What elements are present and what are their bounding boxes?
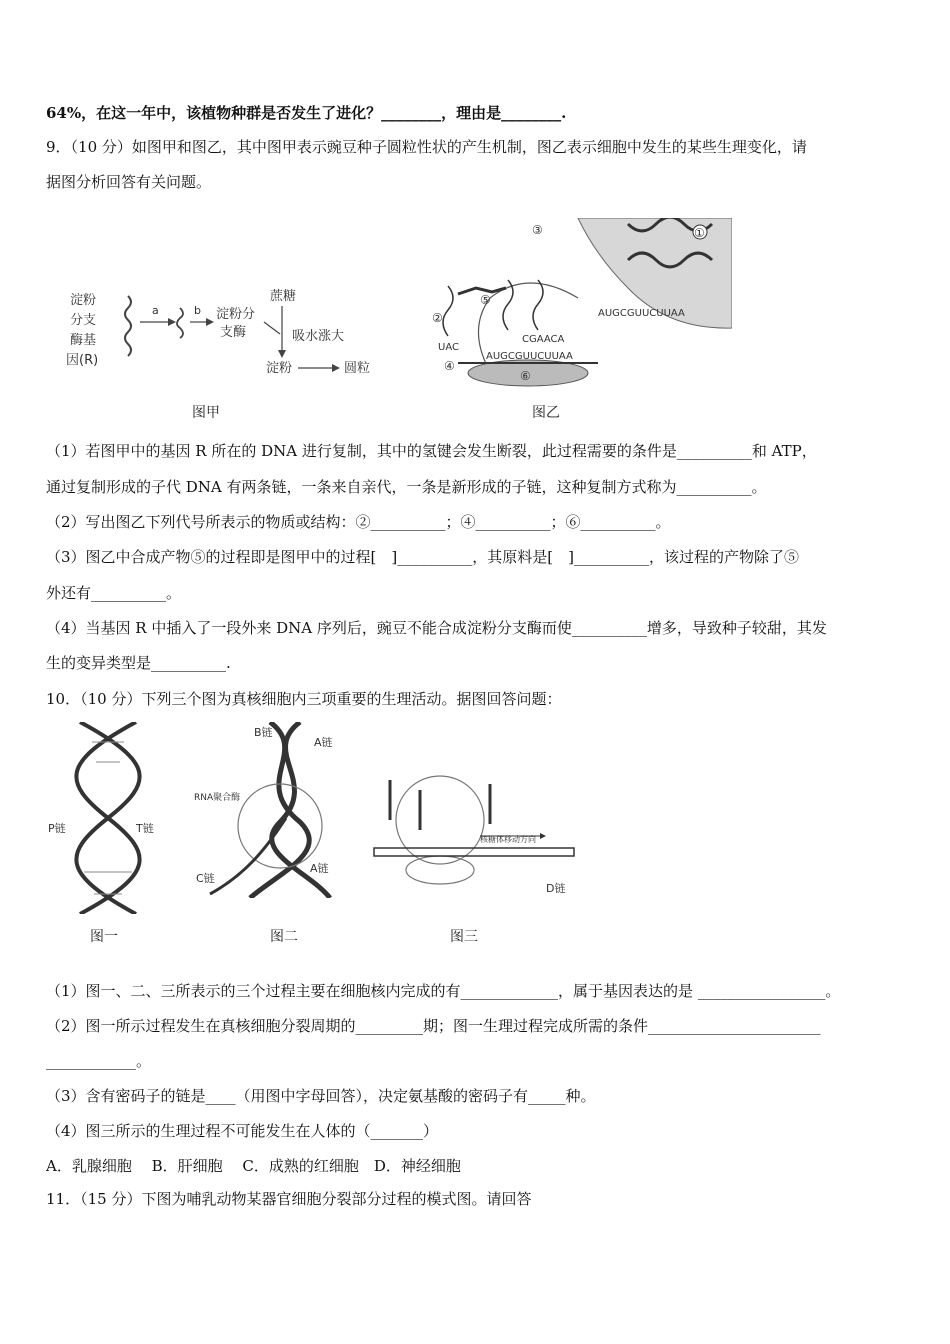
q9-heading: 9．（10 分）如图甲和图乙，其中图甲表示豌豆种子圆粒性状的产生机制，图乙表示细胞中发生的某些生理变化，请	[46, 138, 807, 156]
q10-1-line: （1）图一、二、三所表示的三个过程主要在细胞核内完成的有_____________，属于基因表达的是 _________________。	[46, 982, 841, 1000]
q9-4-line-a: （4）当基因 R 中插入了一段外来 DNA 序列后，豌豆不能合成淀粉分支酶而使__________增多，导致种子较甜，其发	[46, 619, 827, 637]
figure-2-diagram	[190, 722, 348, 898]
sucrose-label: 蔗糖	[270, 289, 297, 304]
label-5: ⑤	[480, 293, 491, 307]
mrna-seq: AUGCGUUCUUAA	[486, 351, 573, 362]
label-1: ①	[694, 226, 705, 240]
label-4: ④	[444, 359, 455, 373]
figure-3-caption: 图三	[450, 929, 478, 945]
q9-1-line-a: （1）若图甲中的基因 R 所在的 DNA 进行复制，其中的氢键会发生断裂，此过程需要的条件是__________和 ATP，	[46, 442, 817, 460]
q9-3-line-a: （3）图乙中合成产物⑤的过程即是图甲中的过程[ ]__________，其原料是[ ]__________，该过程的产物除了⑤	[46, 548, 799, 566]
ribosome-small-subunit	[406, 856, 474, 884]
q10-4-line: （4）图三所示的生理过程不可能发生在人体的（_______）	[46, 1122, 439, 1140]
t-chain-label: T链	[136, 822, 154, 835]
d-chain-label: D链	[546, 882, 566, 895]
figure-1	[44, 722, 172, 914]
figure-jia-diagram	[60, 282, 400, 382]
mrna-icon	[177, 308, 183, 338]
gene-label-2: 分支	[70, 313, 97, 328]
c-chain-label: C链	[196, 872, 215, 885]
starch-label: 淀粉	[266, 361, 293, 376]
q10-3-line: （3）含有密码子的链是____（用图中字母回答），决定氨基酸的密码子有_____种。	[46, 1087, 596, 1105]
q9-3-line-b: 外还有__________。	[46, 584, 182, 602]
gene-label-1: 淀粉	[70, 293, 97, 308]
trna-3	[533, 280, 543, 330]
mrna-d-chain	[374, 848, 574, 856]
trna-icons	[390, 780, 490, 830]
figure-1-diagram	[44, 722, 172, 914]
q10-2-line-b: ____________。	[46, 1052, 152, 1070]
label-2: ②	[432, 311, 443, 325]
q9-4-line-b: 生的变异类型是__________.	[46, 654, 231, 672]
arrow-b-head	[206, 318, 214, 326]
a-chain-bottom-label: A链	[310, 862, 329, 875]
a-chain-top-label: A链	[314, 736, 333, 749]
q10-options: A．乳腺细胞 B．肝细胞 C．成熟的红细胞 D．神经细胞	[46, 1157, 461, 1175]
label-6: ⑥	[520, 369, 531, 383]
round-label: 圆粒	[344, 361, 371, 376]
gene-label-4: 因(R)	[66, 353, 99, 368]
q10-2-line-a: （2）图一所示过程发生在真核细胞分裂周期的_________期；图一生理过程完成所需的条件_______________________	[46, 1017, 821, 1035]
ribosome-circle	[396, 776, 484, 864]
q11-heading: 11．（15 分）下图为哺乳动物某器官细胞分裂部分过程的模式图。请回答	[46, 1190, 532, 1208]
p-chain-label: P链	[48, 822, 66, 835]
b-chain-label: B链	[254, 726, 273, 739]
q8-tail-line: 64%，在这一年中，该植物种群是否发生了进化？________，理由是________.	[46, 104, 567, 122]
q9-1-line-b: 通过复制形成的子代 DNA 有两条链，一条来自亲代，一条是新形成的子链，这种复制方式称为__________。	[46, 478, 767, 496]
figure-1-caption: 图一	[90, 929, 118, 945]
figure-jia	[60, 282, 400, 382]
sucrose-arrow-head	[278, 350, 286, 358]
figure-yi-caption: 图乙	[532, 405, 560, 421]
enzyme-label-1: 淀粉分	[216, 307, 256, 322]
figure-jia-caption: 图甲	[192, 405, 220, 421]
figure-2	[190, 722, 348, 898]
figure-yi-diagram	[428, 218, 732, 394]
rna-polymerase-label: RNA聚合酶	[194, 793, 241, 803]
trna-1	[443, 286, 453, 336]
dna-gene-icon	[125, 296, 131, 356]
arrow-b-label: b	[194, 304, 201, 317]
helix-strand-right	[76, 722, 139, 914]
q9-heading-cont: 据图分析回答有关问题。	[46, 173, 212, 191]
figure-3-diagram	[370, 770, 578, 898]
mrna-seq-top: AUGCGUUCUUAA	[598, 308, 685, 319]
enzyme-arrow-line	[264, 322, 280, 334]
figure-2-caption: 图二	[270, 929, 298, 945]
q10-heading: 10．（10 分）下列三个图为真核细胞内三项重要的生理活动。据图回答问题：	[46, 690, 562, 708]
codon-top: CGAACA	[522, 334, 565, 345]
arrow-a-label: a	[152, 304, 159, 317]
anticodon-label: UAC	[438, 342, 459, 353]
q9-2-line: （2）写出图乙下列代号所表示的物质或结构：②__________；④__________；⑥__________。	[46, 513, 671, 531]
direction-arrow-head	[540, 833, 546, 839]
label-3: ③	[532, 223, 543, 237]
arrow-a-head	[168, 318, 176, 326]
figure-yi	[428, 218, 732, 394]
figure-3	[370, 770, 578, 898]
absorb-label: 吸水涨大	[292, 329, 345, 344]
enzyme-label-2: 支酶	[220, 325, 247, 340]
starch-arrow-head	[332, 364, 340, 372]
ribosome-direction-label: 核糖体移动方向	[480, 835, 536, 844]
gene-label-3: 酶基	[70, 333, 97, 348]
